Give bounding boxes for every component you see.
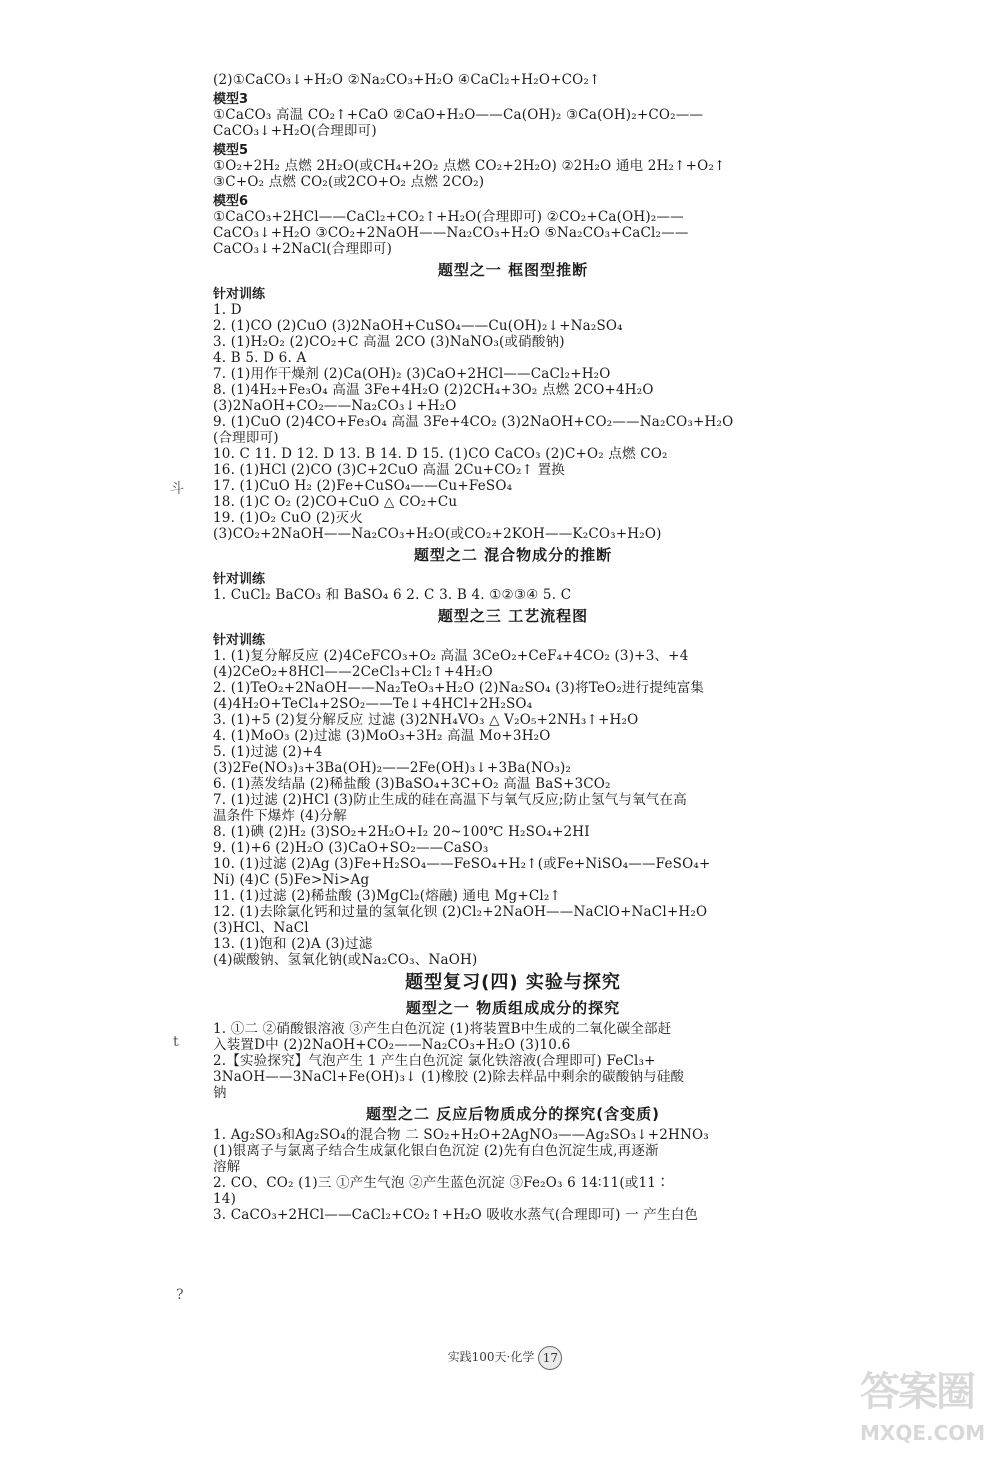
answer-line: 7. (1)过滤 (2)HCl (3)防止生成的硅在高温下与氧气反应;防止氢气与氧气在高 [213, 792, 687, 808]
answer-line: 1. ①二 ②硝酸银溶液 ③产生白色沉淀 (1)将装置B中生成的二氧化碳全部赶 [213, 1021, 672, 1037]
section-heading: 题型之一 物质组成成分的探究 [405, 999, 621, 1017]
answer-line: 8. (1)碘 (2)H₂ (3)SO₂+2H₂O+I₂ 20~100℃ H₂SO₄+2HI [213, 824, 590, 840]
answer-line: 2. (1)CO (2)CuO (3)2NaOH+CuSO₄——Cu(OH)₂↓+Na₂SO₄ [213, 318, 623, 334]
answer-line: 10. C 11. D 12. D 13. B 14. D 15. (1)CO CaCO₃ (2)C+O₂ 点燃 CO₂ [213, 446, 668, 462]
answer-line: (3)CO₂+2NaOH——Na₂CO₃+H₂O(或CO₂+2KOH——K₂CO₃+H₂O) [213, 526, 662, 542]
answer-line: 2.【实验探究】气泡产生 1 产生白色沉淀 氯化铁溶液(合理即可) FeCl₃+ [213, 1053, 656, 1069]
section-heading: 题型复习(四) 实验与探究 [405, 972, 621, 993]
subsection-label: 模型6 [213, 194, 249, 209]
answer-line: (2)①CaCO₃↓+H₂O ②Na₂CO₃+H₂O ④CaCl₂+H₂O+CO₂↑ [213, 72, 601, 88]
answer-column [213, 72, 813, 1223]
answer-line: 18. (1)C O₂ (2)CO+CuO △ CO₂+Cu [213, 494, 458, 510]
answer-line: (合理即可) [213, 430, 279, 446]
answer-line: (4)4H₂O+TeCl₄+2SO₂——Te↓+4HCl+2H₂SO₄ [213, 696, 533, 712]
answer-line: 5. (1)过滤 (2)+4 [213, 744, 323, 760]
subsection-label: 针对训练 [213, 633, 266, 648]
answer-line: (4)碳酸钠、氢氧化钠(或Na₂CO₃、NaOH) [213, 952, 478, 968]
section-heading: 题型之二 混合物成分的推断 [413, 546, 613, 564]
section-heading: 题型之一 框图型推断 [437, 261, 589, 279]
answer-line: ①O₂+2H₂ 点燃 2H₂O(或CH₄+2O₂ 点燃 CO₂+2H₂O) ②2H₂O 通电 2H₂↑+O₂↑ [213, 158, 726, 174]
page-number: 17 [538, 1346, 562, 1370]
answer-line: 1. CuCl₂ BaCO₃ 和 BaSO₄ 6 2. C 3. B 4. ①②③④ 5. C [213, 587, 572, 603]
answer-line: 溶解 [213, 1159, 241, 1175]
answer-line: 2. (1)TeO₂+2NaOH——Na₂TeO₃+H₂O (2)Na₂SO₄ (3)将TeO₂进行提纯富集 [213, 680, 705, 696]
answer-line: 11. (1)过滤 (2)稀盐酸 (3)MgCl₂(熔融) 通电 Mg+Cl₂↑ [213, 888, 561, 904]
answer-line: 8. (1)4H₂+Fe₃O₄ 高温 3Fe+4H₂O (2)2CH₄+3O₂ 点燃 2CO+4H₂O [213, 382, 654, 398]
answer-line: 7. (1)用作干燥剂 (2)Ca(OH)₂ (3)CaO+2HCl——CaCl₂+H₂O [213, 366, 611, 382]
answer-line: 1. Ag₂SO₃和Ag₂SO₄的混合物 二 SO₂+H₂O+2AgNO₃——Ag₂SO₃↓+2HNO₃ [213, 1127, 709, 1143]
page-footer [415, 1344, 595, 1370]
answer-line: Ni) (4)C (5)Fe>Ni>Ag [213, 872, 370, 888]
answer-line: 13. (1)饱和 (2)A (3)过滤 [213, 936, 373, 952]
subsection-label: 模型3 [213, 92, 249, 107]
watermark-logo [860, 1360, 995, 1460]
margin-mark: t [173, 1034, 179, 1050]
answer-line: 3NaOH——3NaCl+Fe(OH)₃↓ (1)橡胶 (2)除去样品中剩余的碳酸钠与硅酸 [213, 1069, 685, 1085]
answer-line: 2. CO、CO₂ (1)三 ①产生气泡 ②产生蓝色沉淀 ③Fe₂O₃ 6 14∶11(或11∶ [213, 1175, 670, 1191]
subsection-label: 针对训练 [213, 287, 266, 302]
answer-line: 6. (1)蒸发结晶 (2)稀盐酸 (3)BaSO₄+3C+O₂ 高温 BaS+3CO₂ [213, 776, 611, 792]
section-heading: 题型之二 反应后物质成分的探究(含变质) [366, 1105, 660, 1123]
answer-line: ①CaCO₃+2HCl——CaCl₂+CO₂↑+H₂O(合理即可) ②CO₂+Ca(OH)₂—— [213, 209, 684, 225]
answer-line: 温条件下爆炸 (4)分解 [213, 808, 347, 824]
answer-line: 12. (1)去除氯化钙和过量的氢氧化钡 (2)Cl₂+2NaOH——NaClO+NaCl+H₂O [213, 904, 708, 920]
answer-line: 入装置D中 (2)2NaOH+CO₂——Na₂CO₃+H₂O (3)10.6 [213, 1037, 571, 1053]
answer-line: ①CaCO₃ 高温 CO₂↑+CaO ②CaO+H₂O——Ca(OH)₂ ③Ca(OH)₂+CO₂—— [213, 107, 704, 123]
answer-line: 3. (1)H₂O₂ (2)CO₂+C 高温 2CO (3)NaNO₃(或硝酸钠) [213, 334, 565, 350]
watermark-url: MXQE.COM [860, 1421, 986, 1445]
section-heading: 题型之三 工艺流程图 [437, 607, 589, 625]
answer-line: 14) [213, 1191, 237, 1207]
subsection-label: 模型5 [213, 143, 249, 158]
subsection-label: 针对训练 [213, 572, 266, 587]
answer-line: ③C+O₂ 点燃 CO₂(或2CO+O₂ 点燃 2CO₂) [213, 174, 485, 190]
watermark-text: 答案圈 [860, 1369, 974, 1415]
answer-line: (1)银离子与氯离子结合生成氯化银白色沉淀 (2)先有白色沉淀生成,再逐渐 [213, 1143, 659, 1159]
answer-line: 9. (1)+6 (2)H₂O (3)CaO+SO₂——CaSO₃ [213, 840, 489, 856]
answer-line: 16. (1)HCl (2)CO (3)C+2CuO 高温 2Cu+CO₂↑ 置换 [213, 462, 565, 478]
answer-line: 4. (1)MoO₃ (2)过滤 (3)MoO₃+3H₂ 高温 Mo+3H₂O [213, 728, 551, 744]
footer-label: 实践100天·化学 [447, 1350, 535, 1364]
answer-line: (3)HCl、NaCl [213, 920, 309, 936]
answer-line: 4. B 5. D 6. A [213, 350, 307, 366]
margin-mark: 斗 [170, 481, 184, 497]
answer-line: 1. (1)复分解反应 (2)4CeFCO₃+O₂ 高温 3CeO₂+CeF₄+4CO₂ (3)+3、+4 [213, 648, 689, 664]
answer-line: (4)2CeO₂+8HCl——2CeCl₃+Cl₂↑+4H₂O [213, 664, 493, 680]
margin-mark: ? [176, 1287, 184, 1303]
answer-line: (3)2Fe(NO₃)₃+3Ba(OH)₂——2Fe(OH)₃↓+3Ba(NO₃)₂ [213, 760, 572, 776]
answer-line: 1. D [213, 302, 242, 318]
answer-line: 10. (1)过滤 (2)Ag (3)Fe+H₂SO₄——FeSO₄+H₂↑(或Fe+NiSO₄——FeSO₄+ [213, 856, 711, 872]
answer-line: 3. CaCO₃+2HCl——CaCl₂+CO₂↑+H₂O 吸收水蒸气(合理即可) 一 产生白色 [213, 1207, 699, 1223]
answer-line: 3. (1)+5 (2)复分解反应 过滤 (3)2NH₄VO₃ △ V₂O₅+2NH₃↑+H₂O [213, 712, 639, 728]
answer-line: CaCO₃↓+H₂O ③CO₂+2NaOH——Na₂CO₃+H₂O ⑤Na₂CO₃+CaCl₂—— [213, 225, 689, 241]
answer-line: 9. (1)CuO (2)4CO+Fe₃O₄ 高温 3Fe+4CO₂ (3)2NaOH+CO₂——Na₂CO₃+H₂O [213, 414, 734, 430]
answer-line: (3)2NaOH+CO₂——Na₂CO₃↓+H₂O [213, 398, 457, 414]
answer-line: CaCO₃↓+H₂O(合理即可) [213, 123, 377, 139]
answer-line: 19. (1)O₂ CuO (2)灭火 [213, 510, 363, 526]
answer-line: CaCO₃↓+2NaCl(合理即可) [213, 241, 393, 257]
answer-line: 17. (1)CuO H₂ (2)Fe+CuSO₄——Cu+FeSO₄ [213, 478, 513, 494]
answer-line: 钠 [213, 1085, 227, 1101]
